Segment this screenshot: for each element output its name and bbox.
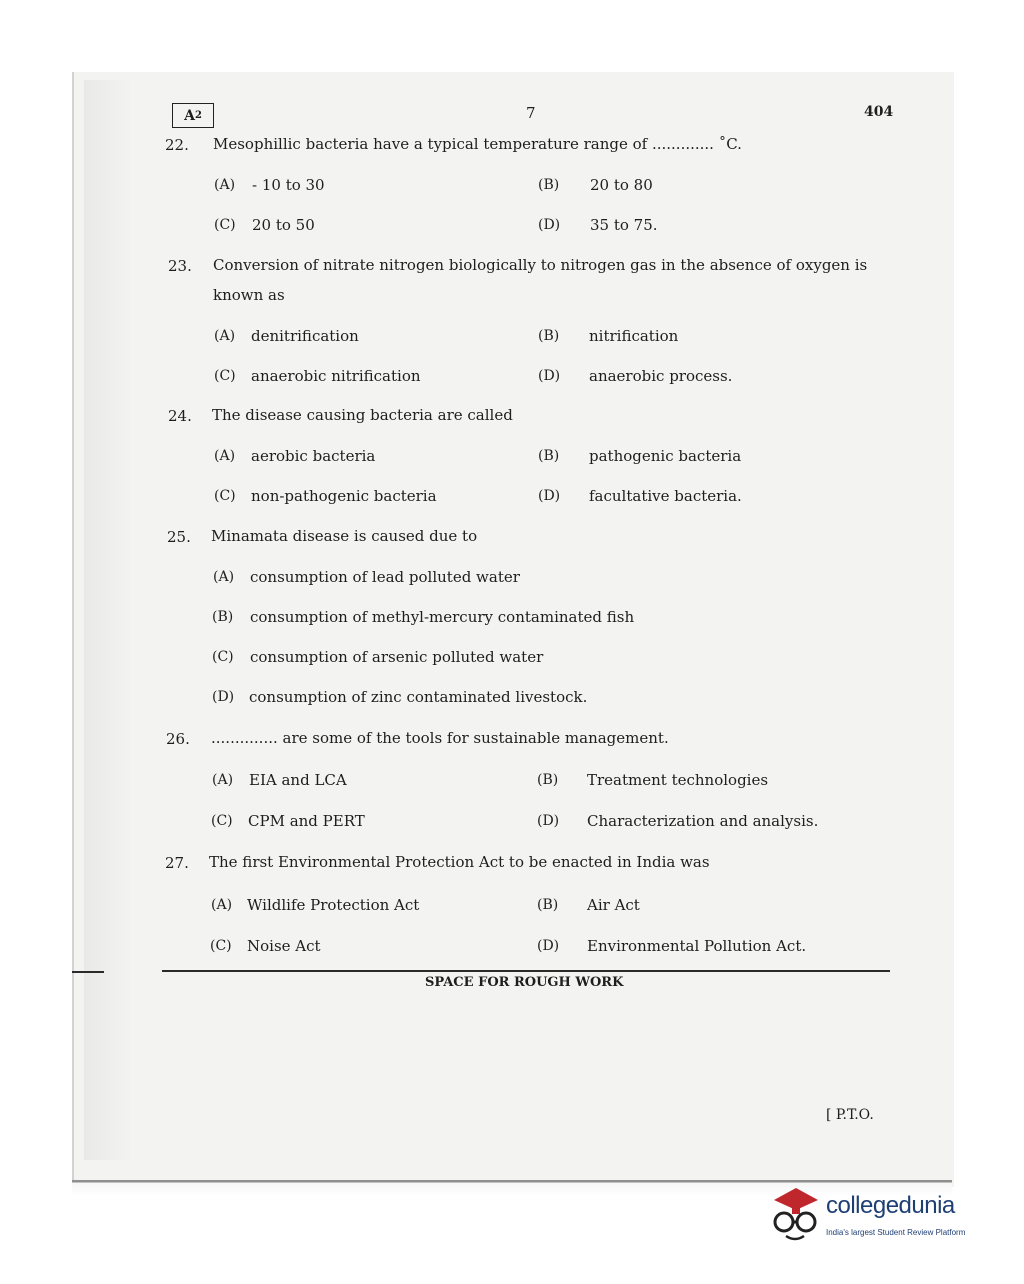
option-text: 20 to 80 (590, 176, 653, 194)
paper-code: 404 (864, 104, 894, 120)
option-label: (D) (212, 689, 235, 705)
option-text: Environmental Pollution Act. (587, 937, 807, 955)
option-text: anaerobic nitrification (251, 367, 421, 385)
option-label: (D) (538, 488, 561, 504)
option-label: (B) (538, 177, 560, 193)
rough-work-label: SPACE FOR ROUGH WORK (425, 975, 624, 990)
question-text: Mesophillic bacteria have a typical temperature range of ............. ˚C. (213, 135, 742, 153)
booklet-series-letter: A (184, 107, 195, 124)
brand-tagline: India's largest Student Review Platform (826, 1228, 966, 1237)
question-text: .............. are some of the tools for sustainable management. (211, 729, 669, 747)
option-text: Wildlife Protection Act (247, 896, 420, 914)
option-text: consumption of lead polluted water (250, 568, 520, 586)
collegedunia-logo (768, 1178, 998, 1248)
mascot-icon (768, 1178, 824, 1248)
option-label: (D) (538, 217, 561, 233)
option-text: pathogenic bacteria (589, 447, 742, 465)
question-number: 23. (168, 257, 192, 275)
scanned-page (72, 72, 954, 1187)
question-number: 26. (166, 730, 190, 748)
option-label: (C) (212, 649, 234, 665)
option-text: nitrification (589, 327, 679, 345)
option-label: (B) (537, 772, 559, 788)
rough-work-divider (162, 970, 890, 972)
question-number: 24. (168, 407, 192, 425)
option-label: (A) (214, 328, 236, 344)
option-text: denitrification (251, 327, 359, 345)
option-label: (C) (214, 488, 236, 504)
pto-label: [ P.T.O. (826, 1107, 874, 1123)
option-label: (D) (537, 813, 560, 829)
option-text: 35 to 75. (590, 216, 658, 234)
option-text: facultative bacteria. (589, 487, 742, 505)
booklet-series-number: 2 (194, 110, 202, 121)
option-text: consumption of arsenic polluted water (250, 648, 544, 666)
option-text: anaerobic process. (589, 367, 733, 385)
option-text: Air Act (587, 896, 640, 914)
option-text: consumption of methyl-mercury contaminated fish (250, 608, 635, 626)
page-spine-shadow (84, 80, 132, 1160)
page-number: 7 (526, 104, 536, 122)
question-text: The disease causing bacteria are called (212, 406, 513, 424)
margin-line (72, 971, 104, 973)
option-label: (D) (538, 368, 561, 384)
option-label: (A) (214, 448, 236, 464)
option-label: (C) (210, 938, 232, 954)
option-label: (C) (211, 813, 233, 829)
option-label: (B) (538, 448, 560, 464)
option-label: (D) (537, 938, 560, 954)
option-text: Treatment technologies (587, 771, 769, 789)
option-text: Noise Act (247, 937, 321, 955)
option-label: (C) (214, 217, 236, 233)
option-text: aerobic bacteria (251, 447, 376, 465)
option-label: (B) (538, 328, 560, 344)
option-text: Characterization and analysis. (587, 812, 819, 830)
brand-name: collegedunia (826, 1192, 955, 1219)
option-text: 20 to 50 (252, 216, 315, 234)
option-label: (B) (212, 609, 234, 625)
option-label: (C) (214, 368, 236, 384)
option-text: consumption of zinc contaminated livestock. (249, 688, 588, 706)
option-label: (A) (213, 569, 235, 585)
option-text: EIA and LCA (249, 771, 347, 789)
option-label: (A) (214, 177, 236, 193)
option-text: - 10 to 30 (252, 176, 325, 194)
option-label: (B) (537, 897, 559, 913)
question-text: Conversion of nitrate nitrogen biologically to nitrogen gas in the absence of oxygen is known as (213, 256, 868, 304)
booklet-series-box (172, 103, 214, 128)
option-label: (A) (212, 772, 234, 788)
question-text: Minamata disease is caused due to (211, 527, 478, 545)
question-number: 22. (165, 136, 189, 154)
question-number: 25. (167, 528, 191, 546)
question-number: 27. (165, 854, 189, 872)
question-text: The first Environmental Protection Act to be enacted in India was (209, 853, 710, 871)
option-text: CPM and PERT (248, 812, 365, 830)
option-label: (A) (211, 897, 233, 913)
option-text: non-pathogenic bacteria (251, 487, 437, 505)
